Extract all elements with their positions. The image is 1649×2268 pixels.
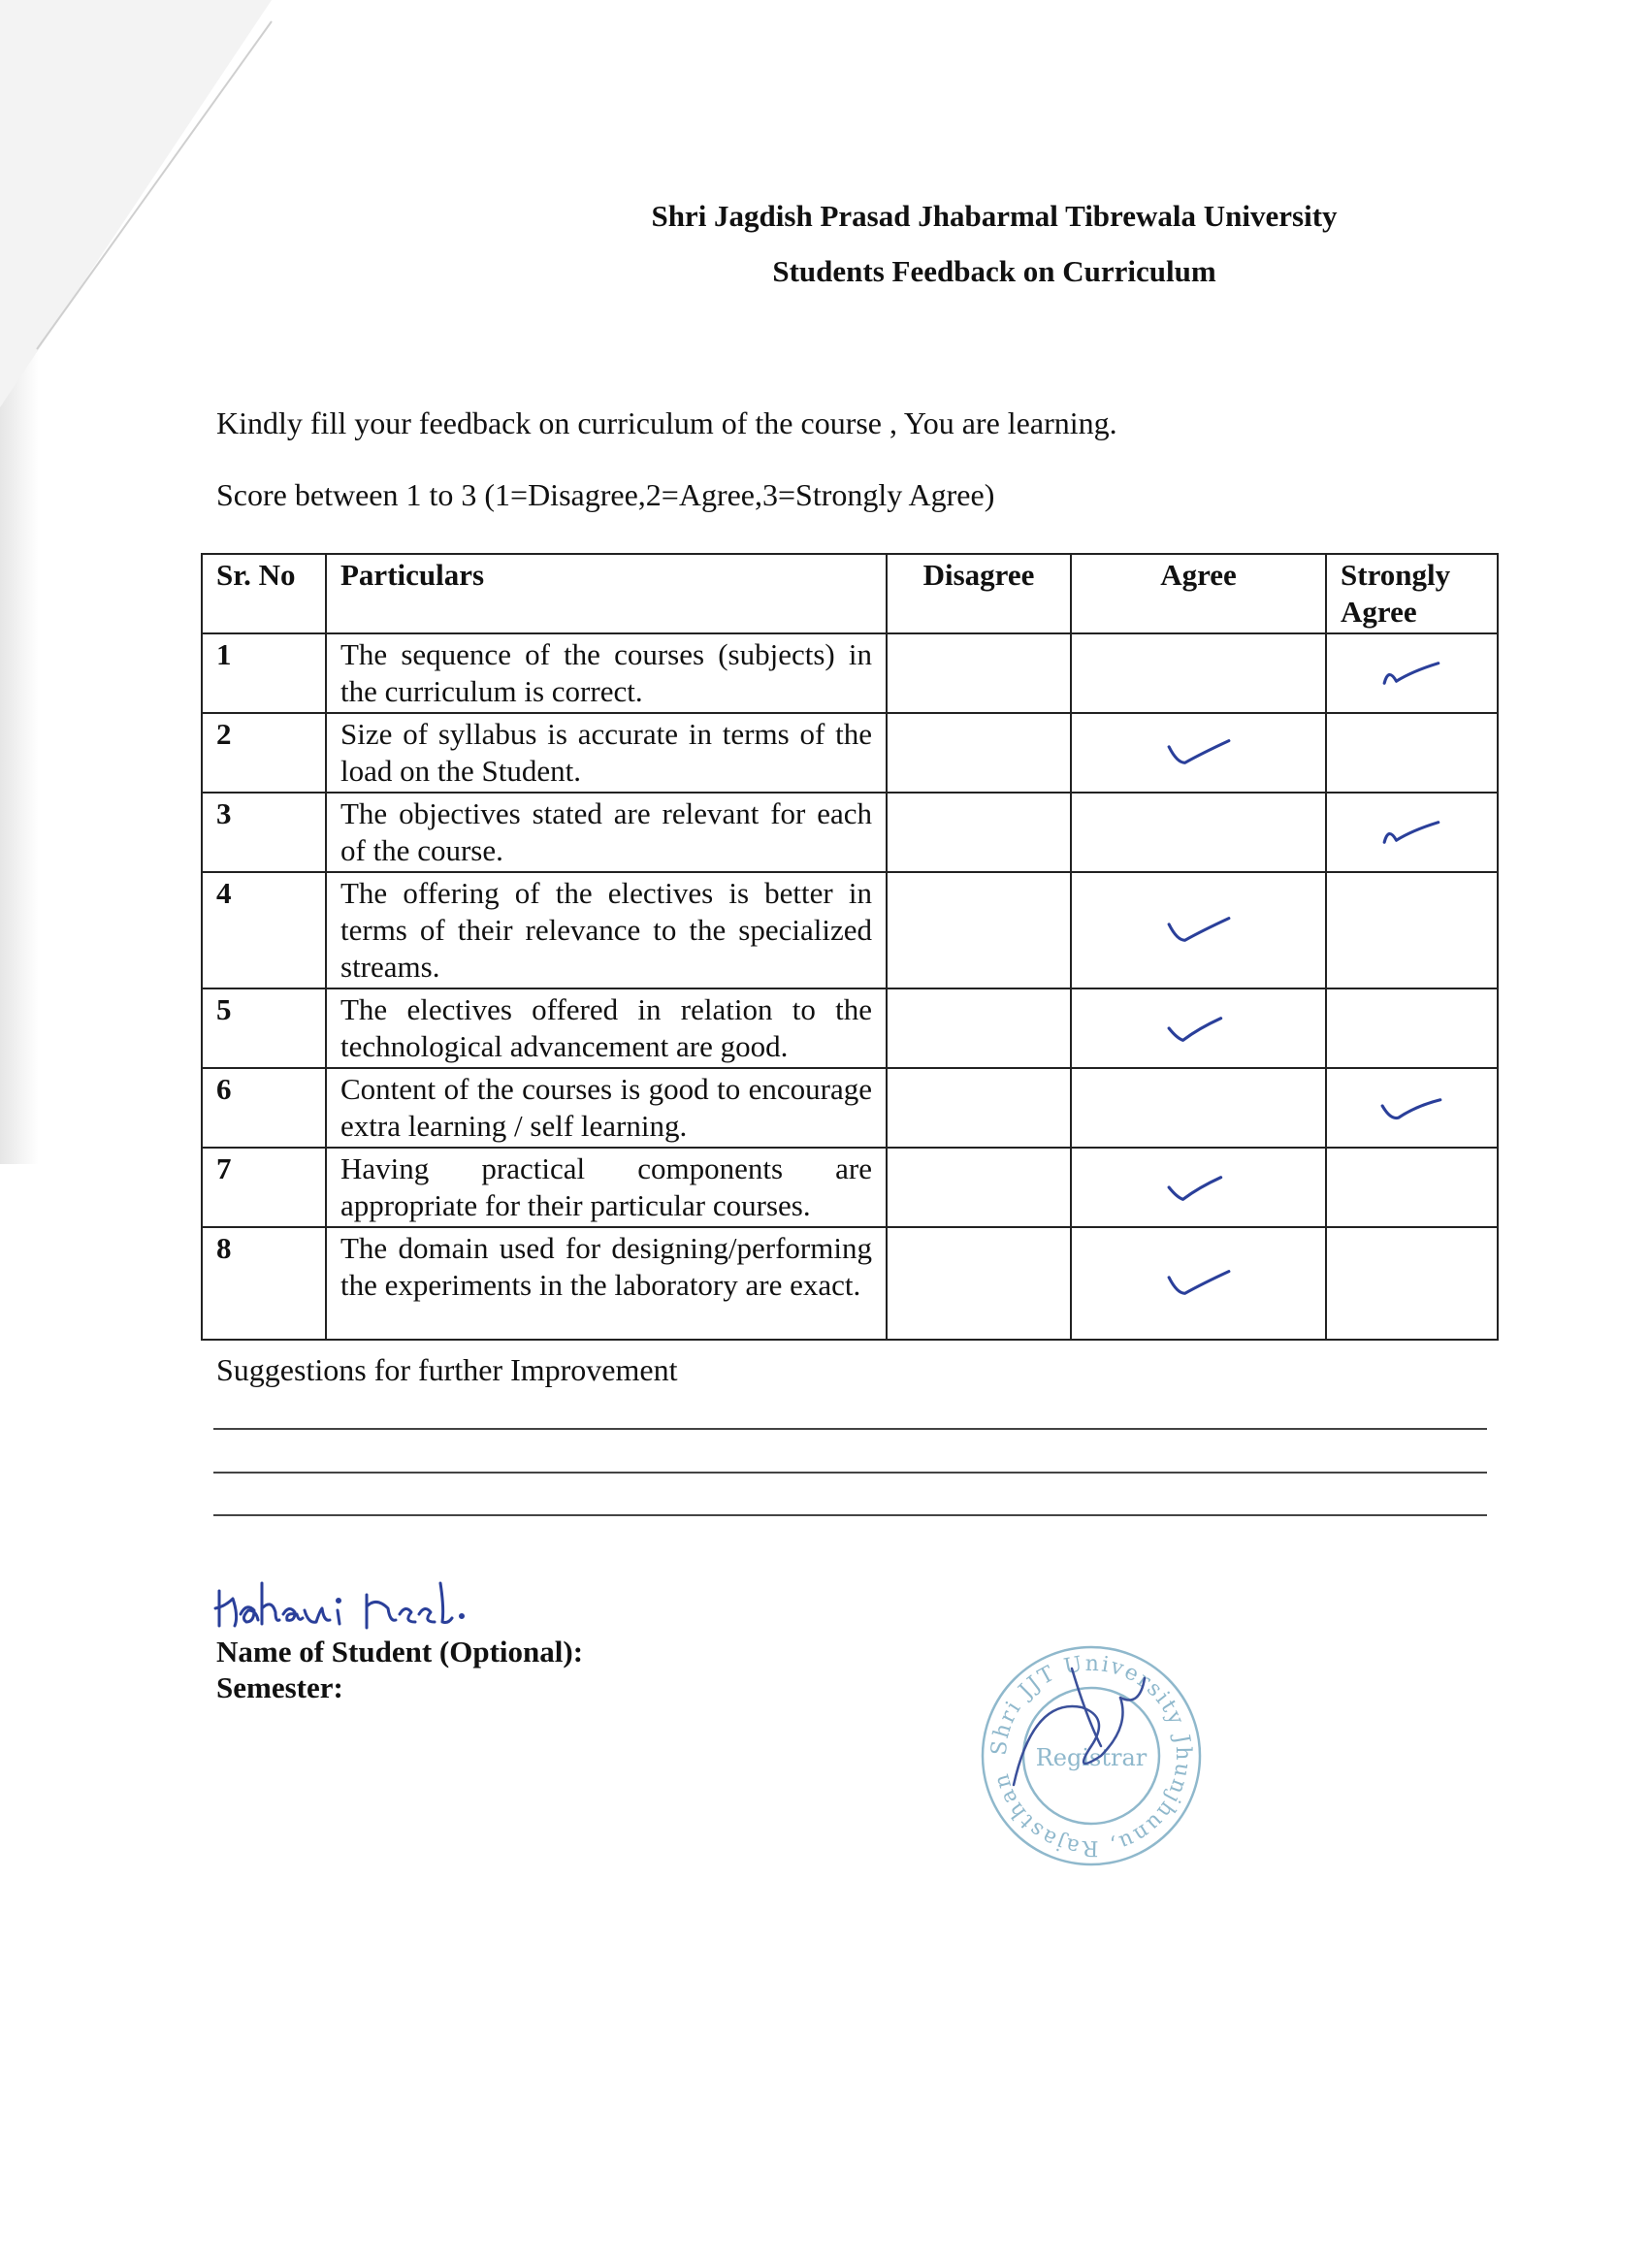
feedback-table <box>201 553 1499 1341</box>
instruction-line-1: Kindly fill your feedback on curriculum of the course , You are learning. <box>216 405 1117 440</box>
response-cell-disagree[interactable] <box>887 793 1071 872</box>
response-cell-agree[interactable] <box>1071 713 1326 793</box>
row-sr-no: 5 <box>202 988 326 1068</box>
response-cell-strongly-agree[interactable] <box>1326 988 1498 1068</box>
response-cell-strongly-agree[interactable] <box>1326 713 1498 793</box>
suggestion-line-3[interactable] <box>213 1514 1487 1516</box>
response-cell-strongly-agree[interactable] <box>1326 633 1498 713</box>
table-row <box>202 633 1498 713</box>
checkmark-icon <box>1165 914 1233 947</box>
response-cell-disagree[interactable] <box>887 713 1071 793</box>
semester-label: Semester: <box>216 1670 343 1704</box>
header-particulars: Particulars <box>326 554 887 633</box>
response-cell-agree[interactable] <box>1071 1227 1326 1340</box>
svg-text:Shri JJT University Jhunjhunu,: Shri JJT University Jhunjhunu, Rajasthan <box>986 1651 1196 1861</box>
response-cell-disagree[interactable] <box>887 988 1071 1068</box>
row-particular: The offering of the electives is better in terms of their relevance to the specialized streams. <box>326 872 887 988</box>
svg-text:Registrar: Registrar <box>1035 1744 1148 1771</box>
response-cell-agree[interactable] <box>1071 633 1326 713</box>
table-header-row <box>202 554 1498 633</box>
row-particular: Size of syllabus is accurate in terms of the load on the Student. <box>326 713 887 793</box>
response-cell-agree[interactable] <box>1071 1068 1326 1148</box>
header-sr-no: Sr. No <box>202 554 326 633</box>
response-cell-disagree[interactable] <box>887 1068 1071 1148</box>
response-cell-strongly-agree[interactable] <box>1326 872 1498 988</box>
suggestion-line-1[interactable] <box>213 1428 1487 1430</box>
row-sr-no: 7 <box>202 1148 326 1227</box>
response-cell-strongly-agree[interactable] <box>1326 793 1498 872</box>
checkmark-icon <box>1165 1267 1233 1300</box>
header-agree: Agree <box>1071 554 1326 633</box>
response-cell-agree[interactable] <box>1071 793 1326 872</box>
row-sr-no: 4 <box>202 872 326 988</box>
registrar-seal <box>975 1639 1208 1872</box>
form-title: Students Feedback on Curriculum <box>772 254 1216 288</box>
table-row <box>202 1227 1498 1340</box>
response-cell-agree[interactable] <box>1071 872 1326 988</box>
row-particular: The domain used for designing/performing the experiments in the laboratory are exact. <box>326 1227 887 1340</box>
response-cell-disagree[interactable] <box>887 1148 1071 1227</box>
table-row <box>202 1068 1498 1148</box>
student-signature <box>211 1570 561 1637</box>
response-cell-disagree[interactable] <box>887 633 1071 713</box>
table-row <box>202 1148 1498 1227</box>
response-cell-disagree[interactable] <box>887 872 1071 988</box>
row-particular: Having practical components are appropriate for their particular courses. <box>326 1148 887 1227</box>
response-cell-agree[interactable] <box>1071 988 1326 1068</box>
row-sr-no: 2 <box>202 713 326 793</box>
response-cell-strongly-agree[interactable] <box>1326 1068 1498 1148</box>
university-name: Shri Jagdish Prasad Jhabarmal Tibrewala University <box>651 199 1338 233</box>
checkmark-icon <box>1165 736 1233 769</box>
checkmark-icon <box>1165 1012 1233 1045</box>
table-row <box>202 872 1498 988</box>
row-sr-no: 1 <box>202 633 326 713</box>
row-sr-no: 6 <box>202 1068 326 1148</box>
table-row <box>202 793 1498 872</box>
student-name-label: Name of Student (Optional): <box>216 1635 584 1669</box>
response-cell-disagree[interactable] <box>887 1227 1071 1340</box>
row-particular: The electives offered in relation to the technological advancement are good. <box>326 988 887 1068</box>
row-sr-no: 3 <box>202 793 326 872</box>
response-cell-agree[interactable] <box>1071 1148 1326 1227</box>
row-sr-no: 8 <box>202 1227 326 1340</box>
table-row <box>202 713 1498 793</box>
checkmark-icon <box>1378 1091 1446 1124</box>
row-particular: The sequence of the courses (subjects) in the curriculum is correct. <box>326 633 887 713</box>
header-strongly-agree: Strongly Agree <box>1326 554 1498 633</box>
row-particular: The objectives stated are relevant for each of the course. <box>326 793 887 872</box>
instruction-line-2: Score between 1 to 3 (1=Disagree,2=Agree,3=Strongly Agree) <box>216 477 995 512</box>
row-particular: Content of the courses is good to encourage extra learning / self learning. <box>326 1068 887 1148</box>
response-cell-strongly-agree[interactable] <box>1326 1148 1498 1227</box>
table-row <box>202 988 1498 1068</box>
checkmark-icon <box>1378 657 1446 690</box>
header-disagree: Disagree <box>887 554 1071 633</box>
response-cell-strongly-agree[interactable] <box>1326 1227 1498 1340</box>
suggestions-label: Suggestions for further Improvement <box>216 1352 678 1387</box>
suggestion-line-2[interactable] <box>213 1472 1487 1474</box>
checkmark-icon <box>1165 1171 1233 1204</box>
checkmark-icon <box>1378 816 1446 849</box>
